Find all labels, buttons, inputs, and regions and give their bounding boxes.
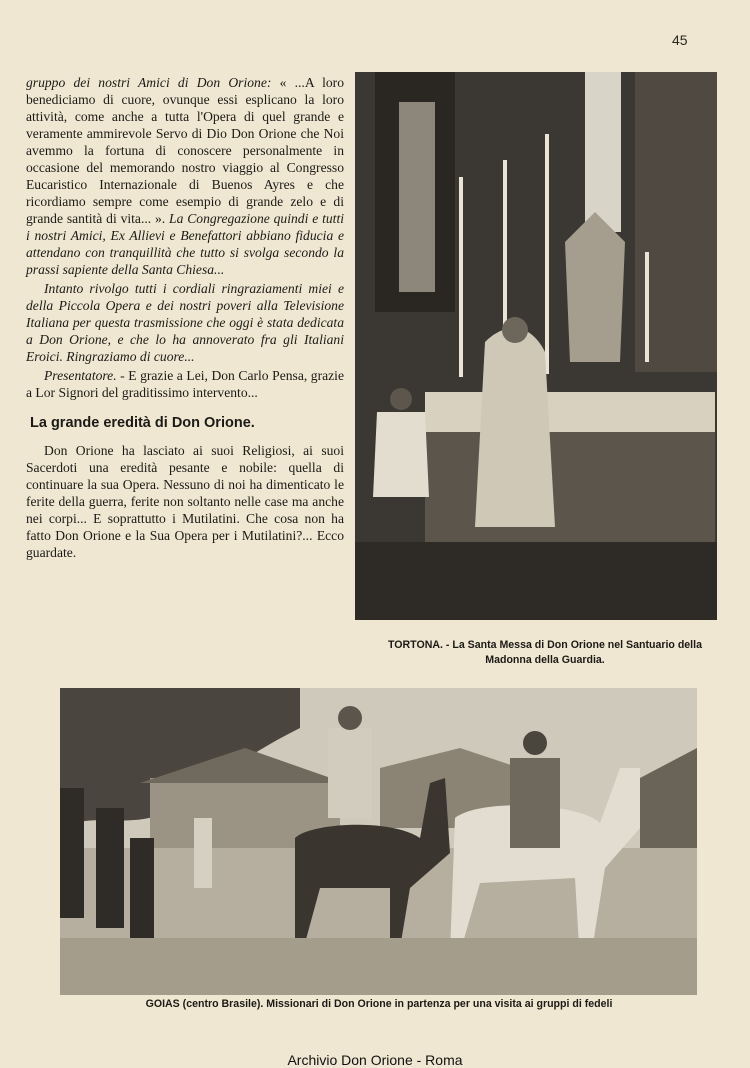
caption-tortona: TORTONA. - La Santa Messa di Don Orione nel Santuario della Madonna della Guardia. bbox=[388, 639, 702, 666]
paragraph-thanks: Intanto rivolgo tutti i cordiali ringraziamenti miei e della Piccola Opera e dei nostri poveri alla Televisione Italiana per questa trasmissione che oggi è stata dedicata a Don Orione, e che lo ha annoverato fra gli Italiani Eroici. Ringraziamo di cuore... bbox=[26, 281, 344, 364]
photo-altar-mass bbox=[355, 72, 717, 620]
article-column bbox=[26, 74, 344, 561]
photo-missionaries-mules bbox=[60, 688, 697, 995]
caption-goias: GOIAS (centro Brasile). Missionari di Don Orione in partenza per una visita ai gruppi di fedeli bbox=[145, 998, 613, 1010]
paragraph-heritage: Don Orione ha lasciato ai suoi Religiosi, ai suoi Sacerdoti una eredità pesante e nobile: quella di continuare la sua Opera. Nessuno di noi ha dimenticato le ferite della guerra, ferite non soltanto nelle case ma anche nei corpi... E soprattutto i Mutilatini. Che cosa non ha fatto Don Orione e la Sua Opera per i Mutilatini?... Ecco guardate. bbox=[26, 443, 344, 560]
section-title: La grande eredità di Don Orione. bbox=[30, 415, 255, 431]
quote-intro: gruppo dei nostri Amici di Don Orione: bbox=[26, 75, 280, 90]
quote-conclusion: La Congregazione quindi e tutti i nostri Amici, Ex Allievi e Benefattori abbiano fiducia e attendano con tranquillità che tutto si svolga secondo la prassi sapiente della Santa Chiesa... bbox=[26, 211, 344, 277]
altar-photo-illustration bbox=[355, 72, 717, 620]
paragraph-quote bbox=[26, 74, 344, 278]
speaker-label: Presentatore. bbox=[44, 368, 117, 383]
paragraph-presenter: Presentatore. - E grazie a Lei, Don Carlo Pensa, grazie a Lor Signori del graditissimo intervento... bbox=[26, 368, 344, 400]
archive-footer: Archivio Don Orione - Roma bbox=[287, 1052, 463, 1068]
page-number: 45 bbox=[672, 32, 688, 48]
mules-photo-illustration bbox=[60, 688, 697, 995]
pope-quote: « ...A loro benediciamo di cuore, ovunque essi esplicano la loro attività, come anche a tutta l'Opera di quel grande e veramente ammirevole Servo di Dio Don Orione che Noi avemmo la fortuna di conoscere personalmente in occasione del memorando nostro viaggio al Congresso Eucaristico Internazionale di Buenos Ayres e che ricordiamo sempre come esempio di grande zelo e di grande santità di vita... ». bbox=[26, 75, 344, 226]
